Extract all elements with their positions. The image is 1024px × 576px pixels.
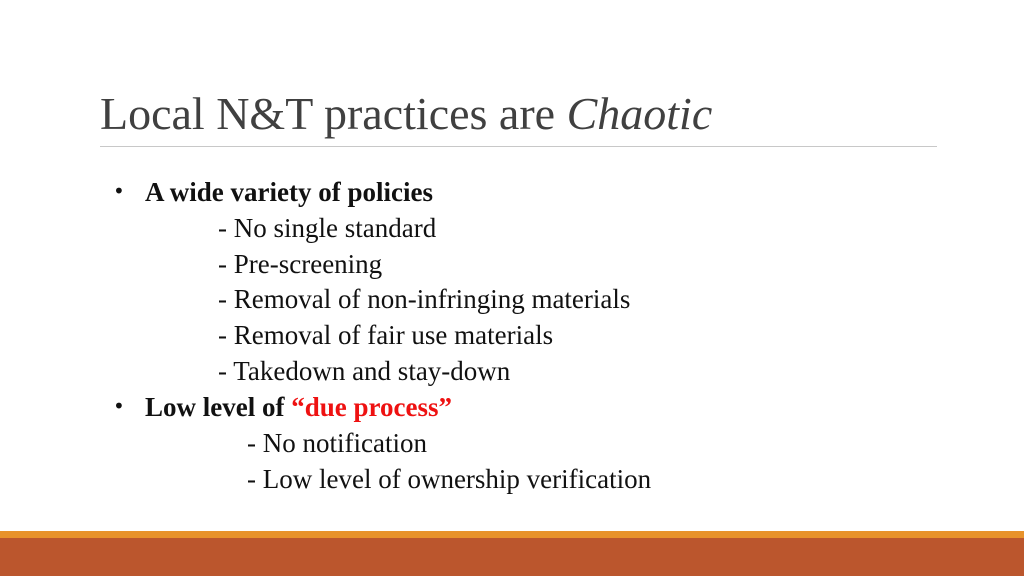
title-divider (100, 146, 937, 147)
subitem-non-infringing: - Removal of non-infringing materials (218, 284, 631, 314)
bullet-text: Low level of (145, 392, 292, 422)
title-emphasis: Chaotic (566, 88, 713, 139)
subitem-no-notification: - No notification (247, 428, 427, 458)
due-process-highlight: “due process” (291, 392, 452, 422)
slide-title (100, 86, 712, 141)
subitem-fair-use: - Removal of fair use materials (218, 320, 554, 350)
footer-bar (0, 538, 1024, 576)
subitem-no-single-standard: - No single standard (218, 213, 437, 243)
footer-accent-bar (0, 531, 1024, 538)
bullet-item-policies: A wide variety of policies (145, 177, 433, 207)
title-prefix: Local N&T practices are (100, 88, 567, 139)
bullet-dot-icon: • (113, 394, 125, 418)
subitem-takedown: - Takedown and stay-down (218, 356, 511, 386)
subitem-ownership-verification: - Low level of ownership verification (247, 464, 652, 494)
subitem-pre-screening: - Pre-screening (218, 249, 383, 279)
bullet-dot-icon: • (113, 179, 125, 203)
bullet-item-due-process (145, 394, 452, 421)
